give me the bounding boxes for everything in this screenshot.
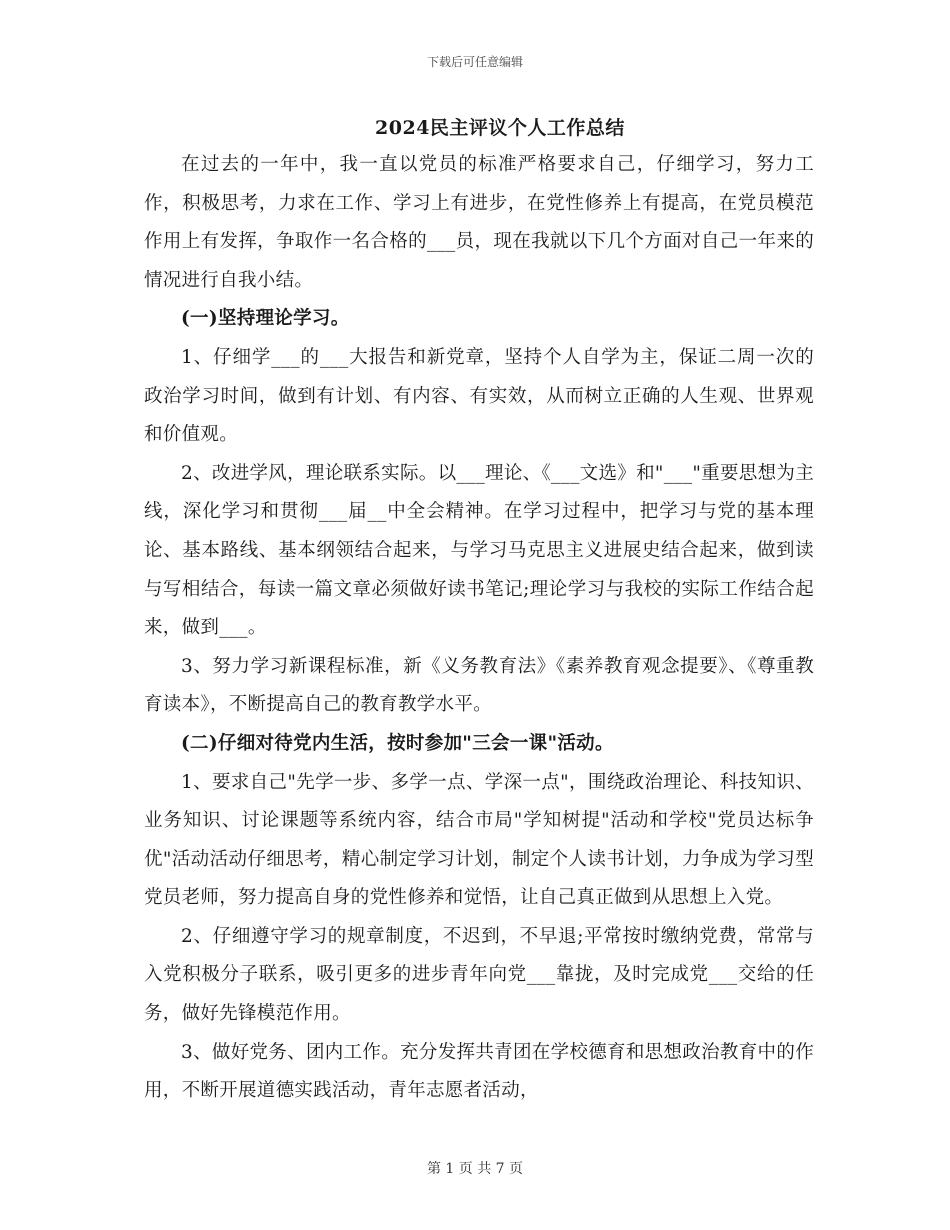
section-2-heading: (二)仔细对待党内生活，按时参加"三会一课"活动。	[181, 732, 614, 754]
section-1-item-2: 2、改进学风，理论联系实际。以___理论、《___文选》和"___"重要思想为主线，深化学习和贯彻___届__中全会精神。在学习过程中，把学习与党的基本理论、基本路线、基本纲领结合起来，与学习马克思主义进展史结合起来，做到读与写相结合，每读一篇文章必须做好读书笔记;理论学习与我校的实际工作结合起来，做到___。	[144, 462, 814, 639]
document-title: 2024民主评议个人工作总结	[375, 117, 625, 139]
document-body	[144, 146, 814, 1111]
page-number: 第 1 页 共 7 页	[426, 1161, 524, 1177]
section-2-item-3: 3、做好党务、团内工作。充分发挥共青团在学校德育和思想政治教育中的作用，不断开展道德实践活动，青年志愿者活动，	[144, 1041, 814, 1102]
intro-paragraph: 在过去的一年中，我一直以党员的标准严格要求自己，仔细学习，努力工作，积极思考，力求在工作、学习上有进步，在党性修养上有提高，在党员模范作用上有发挥，争取作一名合格的___员，现在我就以下几个方面对自己一年来的情况进行自我小结。	[144, 154, 814, 291]
section-1-item-3: 3、努力学习新课程标准，新《义务教育法》《素养教育观念提要》、《尊重教育读本》，不断提高自己的教育教学水平。	[144, 655, 814, 716]
header-note: 下载后可任意编辑	[426, 55, 523, 69]
section-1-heading: (一)坚持理论学习。	[181, 308, 350, 330]
section-1-item-1: 1、仔细学___的___大报告和新党章，坚持个人自学为主，保证二周一次的政治学习时间，做到有计划、有内容、有实效，从而树立正确的人生观、世界观和价值观。	[144, 346, 814, 446]
section-2-item-1: 1、要求自己"先学一步、多学一点、学深一点"，围绕政治理论、科技知识、业务知识、讨论课题等系统内容，结合市局"学知树提"活动和学校"党员达标争优"活动活动仔细思考，精心制定学习计划，制定个人读书计划，力争成为学习型党员老师，努力提高自身的党性修养和觉悟，让自己真正做到从思想上入党。	[144, 771, 814, 909]
section-2-item-2: 2、仔细遵守学习的规章制度，不迟到，不早退;平常按时缴纳党费，常常与入党积极分子联系，吸引更多的进步青年向党___靠拢，及时完成党___交给的任务，做好先锋模范作用。	[144, 925, 814, 1025]
